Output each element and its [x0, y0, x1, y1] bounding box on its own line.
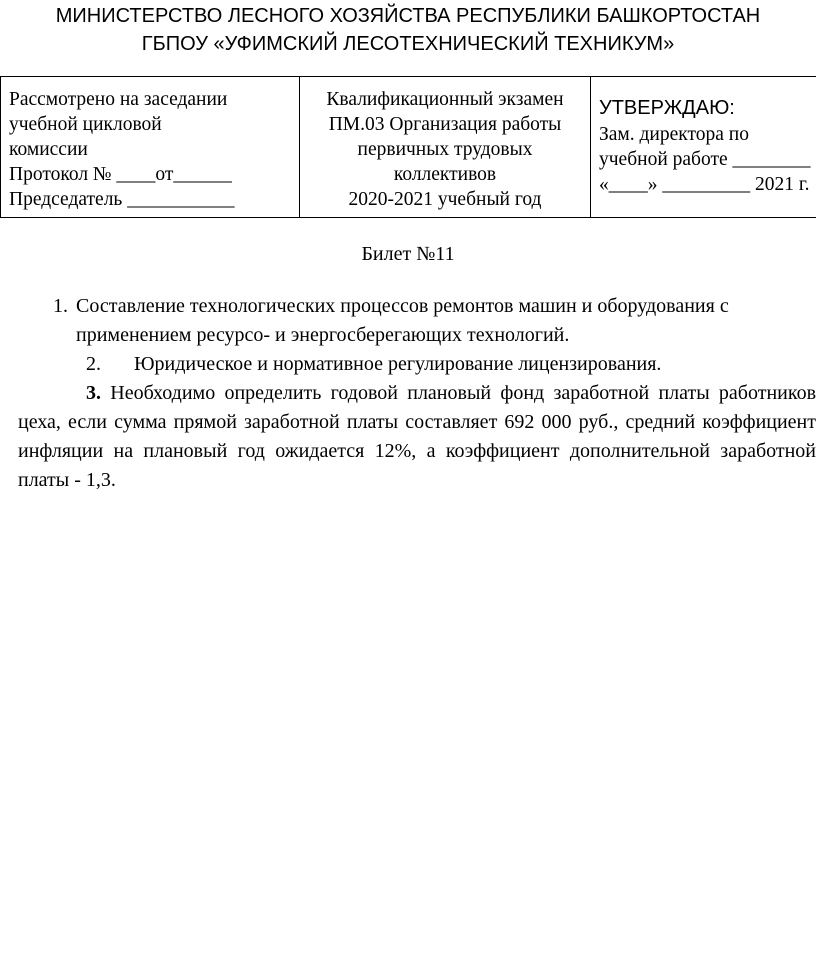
exam-cell: [300, 77, 591, 218]
question-item: [18, 379, 816, 495]
question-number: 2.: [86, 353, 101, 375]
question-item: [18, 350, 816, 379]
academic-year: 2020-2021 учебный год: [348, 189, 542, 210]
exam-line: ПМ.03 Организация работы: [328, 114, 562, 135]
approved-title: УТВЕРЖДАЮ:: [599, 97, 735, 119]
question-text: Необходимо определить годовой плановый фонд заработной платы работников цеха, если сумма прямой заработной платы составляет 692 000 руб., средний коэффициент инфляции на плановый год ожидается 12%, а коэффициент дополнительной заработной платы - 1,3.: [18, 382, 816, 491]
question-number: 1.: [53, 295, 68, 317]
question-item: [18, 292, 816, 350]
ministry-name: МИНИСТЕРСТВО ЛЕСНОГО ХОЗЯЙСТВА РЕСПУБЛИКИ БАШКОРТОСТАН: [55, 5, 761, 27]
college-name: ГБПОУ «УФИМСКИЙ ЛЕСОТЕХНИЧЕСКИЙ ТЕХНИКУМ»: [141, 33, 675, 55]
considered-cell: [1, 77, 300, 218]
approved-line: учебной работе ________: [599, 149, 811, 170]
exam-line: первичных трудовых: [357, 139, 533, 160]
considered-line: Рассмотрено на заседании: [9, 89, 228, 110]
approved-cell: [591, 77, 816, 218]
approved-line: Зам. директора по: [599, 124, 749, 145]
considered-line: комиссии: [9, 139, 88, 160]
question-number: 3.: [86, 382, 101, 404]
chairman-line: Председатель ___________: [9, 189, 235, 210]
document-header: [0, 2, 816, 58]
approved-date-line: «____» _________ 2021 г.: [599, 174, 810, 195]
question-list: [18, 292, 816, 495]
protocol-line: Протокол № ____от______: [9, 164, 232, 185]
question-text: Юридическое и нормативное регулирование лицензирования.: [134, 353, 662, 375]
ticket-title: Билет №11: [361, 243, 455, 265]
question-text: Составление технологических процессов ремонтов машин и оборудования с применением ресурсо- и энергосберегающих технологий.: [76, 295, 729, 346]
exam-line: Квалификационный экзамен: [326, 89, 564, 110]
approval-table: [0, 76, 816, 218]
considered-line: учебной цикловой: [9, 114, 162, 135]
exam-line: коллективов: [393, 164, 497, 185]
